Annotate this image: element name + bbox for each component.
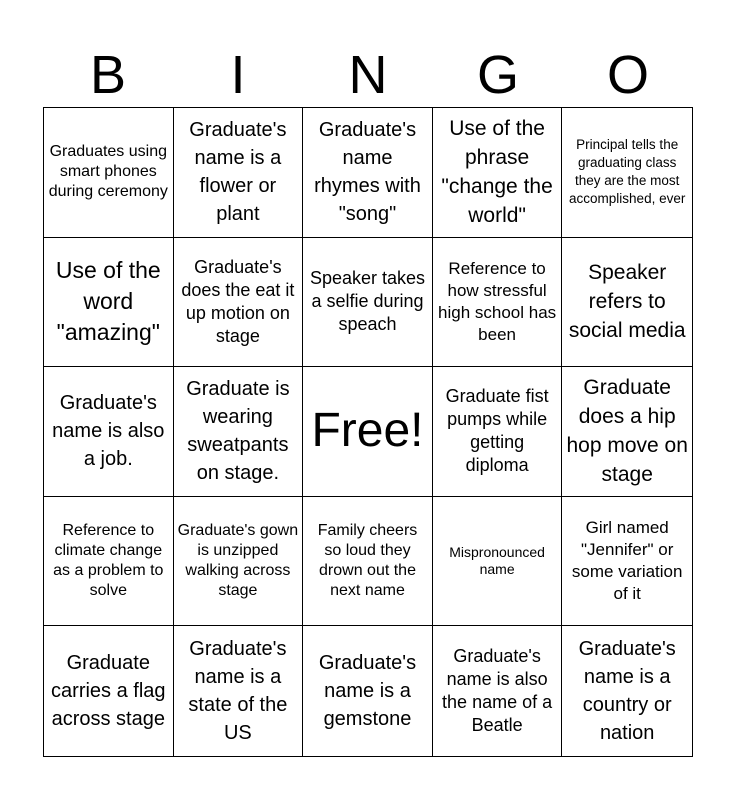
bingo-cell-text: Graduates using smart phones during ceremony (48, 143, 168, 201)
bingo-card-grid (43, 107, 693, 757)
bingo-cell (174, 238, 304, 368)
bingo-cell-text: Mispronounced name (449, 544, 545, 578)
bingo-cell (44, 367, 174, 497)
header-letter-g: G (476, 45, 519, 105)
bingo-cell (562, 497, 692, 627)
bingo-cell-text: Graduate's does the eat it up motion on stage (181, 256, 295, 346)
bingo-cell (562, 108, 692, 238)
bingo-cell-text: Graduate is wearing sweatpants on stage. (186, 378, 290, 485)
bingo-cell-text: Graduate's name rhymes with "song" (314, 119, 421, 226)
bingo-cell (433, 497, 563, 627)
bingo-cell-text: Graduate's gown is unzipped walking across stage (177, 522, 299, 600)
bingo-cell-text: Graduate's name is a state of the US (188, 638, 288, 745)
bingo-cell-text: Reference to climate change as a problem to solve (53, 522, 164, 600)
bingo-cell (44, 238, 174, 368)
bingo-cell-text: Use of the phrase "change the world" (441, 117, 553, 228)
bingo-cell-text: Graduate does a hip hop move on stage (566, 376, 688, 487)
bingo-cell (433, 367, 563, 497)
bingo-cell-text: Graduate fist pumps while getting diploma (445, 386, 549, 476)
bingo-cell (44, 108, 174, 238)
bingo-cell-text: Graduate's name is a country or nation (578, 638, 676, 745)
bingo-header (43, 44, 693, 106)
bingo-cell-text: Principal tells the graduating class they are the most accomplished, ever (569, 137, 686, 207)
bingo-cell-text: Family cheers so loud they drown out the next name (317, 522, 418, 600)
free-space-text: Free! (311, 404, 424, 458)
bingo-cell-text: Speaker refers to social media (568, 261, 686, 343)
bingo-cell-text: Use of the word "amazing" (55, 257, 161, 346)
bingo-cell (174, 626, 304, 756)
header-letter-n: N (348, 45, 388, 105)
header-letter-o: O (606, 45, 649, 105)
bingo-cell-text: Graduate's name is a flower or plant (189, 119, 287, 226)
bingo-cell (303, 108, 433, 238)
bingo-cell (433, 626, 563, 756)
bingo-cell (303, 238, 433, 368)
bingo-cell (44, 497, 174, 627)
bingo-cell (562, 367, 692, 497)
bingo-cell (174, 108, 304, 238)
bingo-cell (562, 238, 692, 368)
bingo-cell (174, 497, 304, 627)
bingo-cell-text: Graduate's name is also a job. (52, 392, 165, 471)
header-letter-i: I (230, 45, 246, 105)
bingo-free-cell (303, 367, 433, 497)
bingo-cell (303, 497, 433, 627)
bingo-cell-text: Graduate's name is also the name of a Beatle (442, 646, 553, 736)
bingo-cell-text: Speaker takes a selfie during speach (309, 268, 426, 335)
bingo-cell (44, 626, 174, 756)
header-letter-b: B (89, 45, 127, 105)
bingo-cell (174, 367, 304, 497)
bingo-cell (303, 626, 433, 756)
bingo-cell-text: Graduate carries a flag across stage (51, 652, 166, 731)
bingo-cell-text: Girl named "Jennifer" or some variation of it (571, 518, 683, 604)
bingo-cell (433, 238, 563, 368)
bingo-cell-text: Graduate's name is a gemstone (318, 652, 417, 731)
bingo-cell (562, 626, 692, 756)
bingo-cell (433, 108, 563, 238)
bingo-cell-text: Reference to how stressful high school has been (438, 258, 557, 344)
